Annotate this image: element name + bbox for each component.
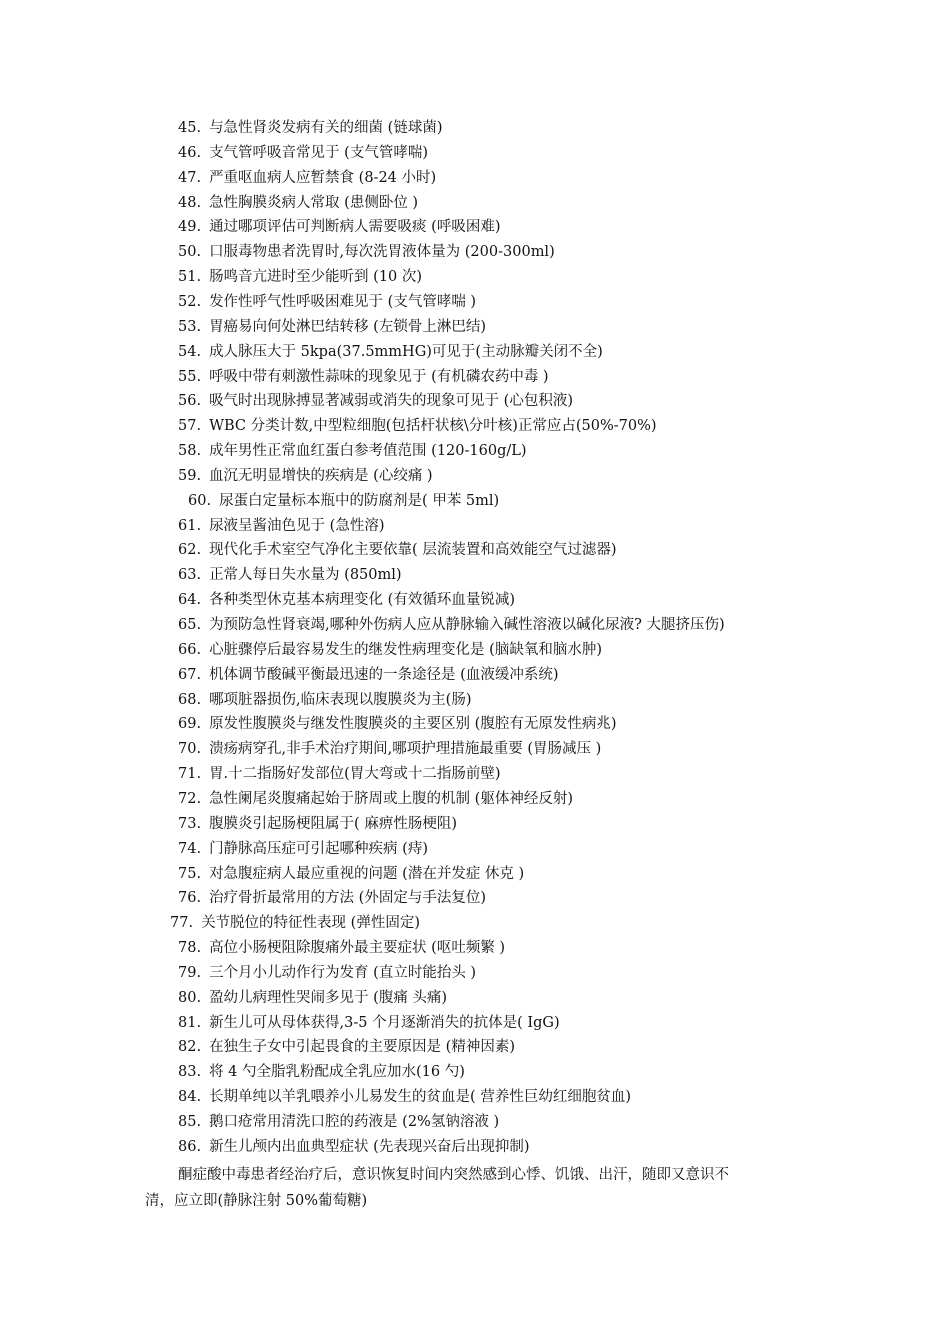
list-item xyxy=(178,639,602,661)
list-item xyxy=(178,415,657,437)
item-number: 59. xyxy=(178,467,202,484)
list-item xyxy=(178,788,573,810)
item-text: 通过哪项评估可判断病人需要吸痰 (呼吸困难) xyxy=(209,219,501,236)
item-text: 成人脉压大于 5kpa(37.5mmHG)可见于(主动脉瓣关闭不全) xyxy=(209,343,603,360)
list-item xyxy=(178,614,725,636)
item-text: 对急腹症病人最应重视的问题 (潜在并发症 休克 ) xyxy=(209,865,525,882)
item-text: 支气管呼吸音常见于 (支气管哮喘) xyxy=(209,144,428,161)
list-item xyxy=(178,863,524,885)
item-number: 72. xyxy=(178,790,202,807)
item-number: 81. xyxy=(178,1014,202,1031)
list-item xyxy=(178,341,603,363)
item-text: 尿液呈酱油色见于 (急性溶) xyxy=(209,517,385,534)
list-item xyxy=(178,1061,465,1083)
list-item xyxy=(178,1086,631,1108)
item-text: 原发性腹膜炎与继发性腹膜炎的主要区别 (腹腔有无原发性病兆) xyxy=(209,716,617,733)
list-item xyxy=(178,216,500,238)
closing-paragraph xyxy=(145,1162,815,1214)
list-item xyxy=(178,1036,515,1058)
list-item xyxy=(178,142,428,164)
item-number: 62. xyxy=(178,542,202,559)
item-number: 84. xyxy=(178,1089,202,1106)
item-number: 77. xyxy=(170,915,194,932)
item-text: 口服毒物患者洗胃时,每次洗胃液体量为 (200-300ml) xyxy=(209,244,555,261)
item-text: 发作性呼气性呼吸困难见于 (支气管哮喘 ) xyxy=(209,293,477,310)
list-item xyxy=(178,763,500,785)
item-number: 82. xyxy=(178,1039,202,1056)
item-number: 85. xyxy=(178,1114,202,1130)
list-item xyxy=(178,539,616,561)
list-item xyxy=(178,291,476,313)
item-number: 69. xyxy=(178,716,202,733)
item-text: 鹅口疮常用清洗口腔的药液是 (2%氢钠溶液 ) xyxy=(209,1114,500,1130)
item-text: 血沉无明显增快的疾病是 (心绞痛 ) xyxy=(209,467,433,484)
item-text: 急性胸膜炎病人常取 (患侧卧位 ) xyxy=(209,194,419,211)
item-number: 46. xyxy=(178,144,202,161)
item-number: 58. xyxy=(178,443,202,460)
item-number: 50. xyxy=(178,244,202,261)
list-item xyxy=(178,266,422,288)
item-number: 66. xyxy=(178,641,202,658)
item-text: 在独生子女中引起畏食的主要原因是 (精神因素) xyxy=(209,1039,515,1056)
item-text: 急性阑尾炎腹痛起始于脐周或上腹的机制 (躯体神经反射) xyxy=(209,790,573,807)
item-text: 成年男性正常血红蛋白参考值范围 (120-160g/L) xyxy=(209,443,527,460)
item-text: WBC 分类计数,中型粒细胞(包括杆状核\分叶核)正常应占(50%-70%) xyxy=(209,418,657,435)
item-text: 腹膜炎引起肠梗阻属于( 麻痹性肠梗阻) xyxy=(209,815,457,832)
item-number: 67. xyxy=(178,666,202,683)
item-number: 75. xyxy=(178,865,202,882)
item-text: 尿蛋白定量标本瓶中的防腐剂是( 甲苯 5ml) xyxy=(219,492,500,509)
item-text: 严重呕血病人应暂禁食 (8-24 小时) xyxy=(209,169,437,186)
list-item xyxy=(178,167,436,189)
item-number: 80. xyxy=(178,989,202,1006)
item-number: 63. xyxy=(178,567,202,584)
list-item xyxy=(188,490,499,512)
list-item xyxy=(178,1136,529,1158)
list-item xyxy=(170,912,420,934)
item-number: 47. xyxy=(178,169,202,186)
list-item xyxy=(178,241,555,263)
item-number: 73. xyxy=(178,815,202,832)
item-number: 68. xyxy=(178,691,202,708)
item-number: 74. xyxy=(178,840,202,857)
list-item xyxy=(178,117,442,139)
item-number: 70. xyxy=(178,741,202,758)
item-number: 45. xyxy=(178,120,202,136)
closing-line-1: 酮症酸中毒患者经治疗后，意识恢复时间内突然感到心悸、饥饿、出汗，随即又意识不 xyxy=(178,1167,729,1183)
list-item xyxy=(178,838,428,860)
item-number: 65. xyxy=(178,617,202,633)
item-text: 机体调节酸碱平衡最迅速的一条途径是 (血液缓冲系统) xyxy=(209,666,559,683)
list-item xyxy=(178,937,505,959)
list-item xyxy=(178,192,418,214)
item-number: 52. xyxy=(178,293,202,310)
list-item xyxy=(178,440,527,462)
item-number: 48. xyxy=(178,194,202,211)
list-item xyxy=(178,713,616,735)
closing-line-2: 清，应立即(静脉注射 50%葡萄糖) xyxy=(145,1193,368,1209)
item-number: 78. xyxy=(178,940,202,957)
item-number: 86. xyxy=(178,1138,202,1155)
item-number: 49. xyxy=(178,219,202,236)
item-number: 54. xyxy=(178,343,202,360)
item-text: 哪项脏器损伤,临床表现以腹膜炎为主(肠) xyxy=(209,691,472,708)
item-text: 高位小肠梗阻除腹痛外最主要症状 (呕吐频繁 ) xyxy=(209,940,506,957)
list-item xyxy=(178,589,515,611)
list-item xyxy=(178,664,558,686)
list-item xyxy=(178,887,486,909)
item-number: 79. xyxy=(178,964,202,981)
item-number: 61. xyxy=(178,517,202,534)
list-item xyxy=(178,316,486,338)
item-text: 现代化手术室空气净化主要依靠( 层流装置和高效能空气过滤器) xyxy=(209,542,617,559)
item-text: 胃.十二指肠好发部位(胃大弯或十二指肠前壁) xyxy=(209,766,501,783)
item-text: 关节脱位的特征性表现 (弹性固定) xyxy=(201,915,420,932)
list-item xyxy=(178,813,457,835)
list-item xyxy=(178,1111,499,1133)
item-number: 71. xyxy=(178,766,202,783)
list-item xyxy=(178,962,476,984)
list-item xyxy=(178,515,385,537)
item-number: 76. xyxy=(178,890,202,907)
item-number: 53. xyxy=(178,318,202,335)
item-text: 溃疡病穿孔,非手术治疗期间,哪项护理措施最重要 (胃肠减压 ) xyxy=(209,741,602,758)
item-text: 新生儿可从母体获得,3-5 个月逐渐消失的抗体是( IgG) xyxy=(209,1014,560,1031)
list-item xyxy=(178,366,549,388)
item-text: 为预防急性肾衰竭,哪种外伤病人应从静脉输入碱性溶液以碱化尿液? 大腿挤压伤) xyxy=(209,617,725,633)
item-number: 64. xyxy=(178,592,202,609)
item-number: 55. xyxy=(178,368,202,385)
item-text: 门静脉高压症可引起哪种疾病 (痔) xyxy=(209,840,428,857)
item-number: 57. xyxy=(178,418,202,435)
list-item xyxy=(178,564,402,586)
list-item xyxy=(178,390,573,412)
item-text: 正常人每日失水量为 (850ml) xyxy=(209,567,402,584)
item-text: 三个月小儿动作行为发育 (直立时能抬头 ) xyxy=(209,964,477,981)
item-text: 心脏骤停后最容易发生的继发性病理变化是 (脑缺氧和脑水肿) xyxy=(209,641,602,658)
item-number: 51. xyxy=(178,269,202,286)
item-text: 呼吸中带有刺激性蒜味的现象见于 (有机磷农药中毒 ) xyxy=(209,368,549,385)
list-item xyxy=(178,738,601,760)
item-text: 与急性肾炎发病有关的细菌 (链球菌) xyxy=(209,120,443,136)
item-text: 治疗骨折最常用的方法 (外固定与手法复位) xyxy=(209,890,486,907)
item-text: 新生儿颅内出血典型症状 (先表现兴奋后出现抑制) xyxy=(209,1138,530,1155)
item-text: 将 4 勺全脂乳粉配成全乳应加水(16 勺) xyxy=(209,1064,465,1081)
list-item xyxy=(178,689,471,711)
item-text: 各种类型休克基本病理变化 (有效循环血量锐减) xyxy=(209,592,515,609)
item-text: 盈幼儿病理性哭闹多见于 (腹痛 头痛) xyxy=(209,989,448,1006)
item-text: 长期单纯以羊乳喂养小儿易发生的贫血是( 营养性巨幼红细胞贫血) xyxy=(209,1089,631,1106)
item-number: 60. xyxy=(188,492,212,509)
list-item xyxy=(178,465,433,487)
list-item xyxy=(178,1012,560,1034)
item-text: 吸气时出现脉搏显著减弱或消失的现象可见于 (心包积液) xyxy=(209,393,573,410)
item-text: 肠鸣音亢进时至少能听到 (10 次) xyxy=(209,269,423,286)
item-number: 83. xyxy=(178,1064,202,1081)
item-text: 胃癌易向何处淋巴结转移 (左锁骨上淋巴结) xyxy=(209,318,486,335)
item-number: 56. xyxy=(178,393,202,410)
list-item xyxy=(178,987,447,1009)
